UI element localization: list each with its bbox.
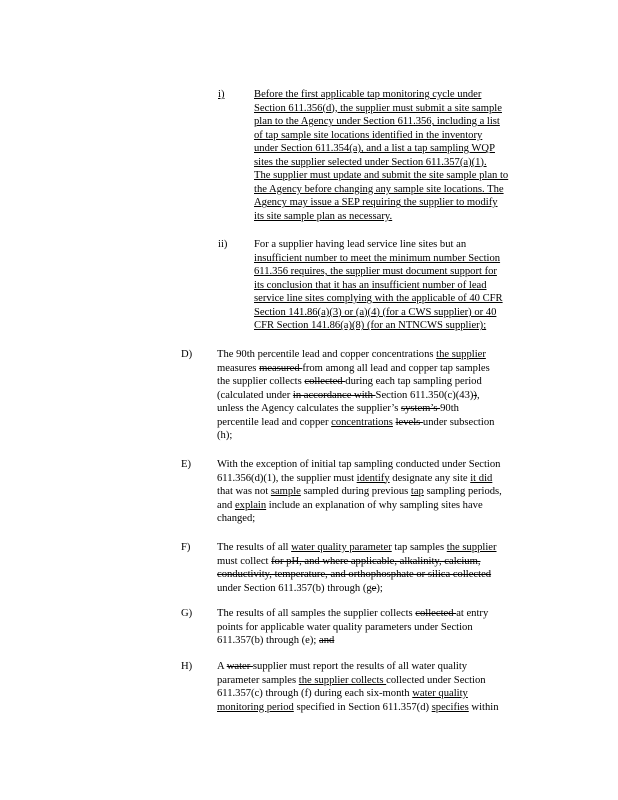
inserted-text: explain [234, 499, 267, 511]
inserted-text: water quality parameter [291, 542, 392, 553]
text-line [254, 183, 508, 197]
text-segment: (calculated under [217, 389, 293, 401]
item-label-i [218, 88, 224, 102]
text-line [254, 196, 508, 210]
deleted-text: measured [259, 362, 303, 374]
text-segment: from among all lead and copper tap samples [302, 362, 490, 374]
text-segment: under subsection [422, 416, 495, 428]
text-segment: The 90th percentile lead and copper concentrations [217, 349, 437, 360]
deleted-text: water [226, 661, 253, 672]
item-label-text: F) [181, 542, 191, 553]
text-line [254, 252, 503, 266]
text-line [217, 416, 494, 430]
text-line [254, 306, 503, 320]
text-segment: the supplier collects [217, 376, 305, 388]
text-line [217, 555, 497, 569]
text-line [217, 660, 499, 674]
text-line [254, 88, 508, 102]
text-line [217, 458, 502, 472]
inserted-text: The supplier must update and submit the site sample plan to [254, 170, 509, 182]
inserted-text: service line sites complying with the applicable of 40 CFR [254, 293, 503, 305]
text-segment: 90th [440, 403, 459, 415]
item-label-text: ii) [218, 239, 228, 250]
text-segment: designate any site [389, 472, 471, 484]
text-line [217, 607, 488, 621]
inserted-text: Before the first applicable tap monitoring cycle under [254, 89, 482, 100]
item-label-text: G) [181, 608, 193, 619]
text-line [217, 621, 488, 635]
text-segment: include an explanation of why sampling sites have [266, 499, 483, 511]
deleted-text: collected [415, 608, 457, 619]
item-label-g [181, 607, 192, 621]
inserted-text: the Agency before changing any sample site locations. The [254, 183, 504, 195]
text-line [217, 674, 499, 688]
paragraph-f [217, 541, 497, 595]
text-line [254, 292, 503, 306]
text-line [217, 701, 499, 715]
text-segment: points for applicable water quality parameters under Section [217, 621, 473, 633]
item-label-h [181, 660, 192, 674]
text-segment: unless the Agency calculates the supplier’s [217, 403, 401, 415]
text-line [254, 102, 508, 116]
inserted-text: water quality [412, 688, 468, 700]
text-line [217, 499, 502, 513]
item-label-e [181, 458, 191, 472]
paragraph-d [217, 348, 494, 443]
inserted-text: sites the supplier selected under Section 611.357(a)(1). [254, 156, 487, 168]
text-line [254, 265, 503, 279]
text-line [217, 485, 502, 499]
text-segment: at entry [456, 608, 489, 619]
inserted-text: g [366, 582, 372, 594]
inserted-text: the supplier collects [298, 674, 387, 686]
inserted-text: of tap sample site locations identified in the inventory [254, 129, 483, 141]
inserted-text: monitoring period [217, 701, 294, 713]
item-label-text: D) [181, 349, 193, 360]
text-line [254, 115, 508, 129]
text-line [254, 279, 503, 293]
text-segment: and [217, 499, 235, 511]
text-segment: A [217, 661, 227, 672]
deleted-text: collected [304, 376, 346, 388]
text-line [254, 238, 503, 252]
text-line [217, 512, 502, 526]
text-line [217, 568, 497, 582]
text-line [254, 129, 508, 143]
inserted-text: 611.356 requires, the supplier must document support for [254, 266, 497, 278]
item-label-text: E) [181, 459, 191, 470]
text-line [217, 362, 494, 376]
deleted-text: e [371, 582, 377, 594]
inserted-text: the supplier [436, 349, 486, 360]
paragraph-ii [254, 238, 503, 333]
text-line [217, 375, 494, 389]
text-segment: changed; [217, 513, 256, 525]
deleted-text: and [319, 635, 335, 647]
inserted-text: the supplier [446, 542, 497, 553]
text-segment: must collect [217, 555, 272, 567]
deleted-text: system’s [400, 403, 441, 415]
text-line [217, 402, 494, 416]
inserted-text: Section 611.356(d), the supplier must submit a site sample [254, 102, 502, 114]
inserted-text: its site sample plan as necessary. [254, 210, 393, 222]
text-segment: tap samples [391, 542, 447, 553]
text-line [217, 541, 497, 555]
text-segment: Section 611.350(c)(43) [375, 389, 474, 401]
text-segment: sampling periods, [423, 486, 502, 498]
text-segment: that was not [217, 486, 271, 498]
paragraph-h [217, 660, 499, 714]
text-line [217, 634, 488, 648]
text-line [254, 210, 508, 224]
inserted-text: insufficient number to meet the minimum number Section [254, 252, 501, 264]
deleted-text: for pH, and where applicable, alkalinity, calcium, [271, 555, 481, 567]
text-line [254, 156, 508, 170]
text-segment: ); [376, 582, 383, 594]
text-segment: With the exception of initial tap sampling conducted under Section [217, 459, 501, 470]
text-line [217, 582, 497, 596]
text-segment: within [468, 701, 499, 713]
inserted-text: its conclusion that it has an insufficient number of lead [254, 279, 487, 291]
text-segment: under Section 611.357(b) through ( [217, 582, 367, 594]
deleted-text: conductivity, temperature, and orthophosphate or silica collected [217, 569, 492, 581]
inserted-text: under Section 611.354(a), and a list a tap sampling WQP [254, 143, 495, 155]
text-segment: supplier must report the results of all water quality [252, 661, 468, 672]
inserted-text: it did [470, 472, 493, 484]
text-line [217, 687, 499, 701]
text-segment: (h); [217, 430, 233, 442]
text-segment: sampled during previous [300, 486, 411, 498]
text-line [217, 348, 494, 362]
text-line [217, 389, 494, 403]
deleted-text: levels [395, 416, 423, 428]
text-segment: parameter samples [217, 674, 299, 686]
text-segment: collected under Section [386, 674, 486, 686]
inserted-text: plan to the Agency under Section 611.356, including a list [254, 116, 500, 128]
inserted-text: concentrations [331, 416, 393, 428]
paragraph-i [254, 88, 508, 223]
inserted-text: tap [410, 486, 424, 498]
text-line [254, 169, 508, 183]
deleted-text: ) [473, 389, 477, 401]
text-segment: The results of all [217, 542, 292, 553]
item-label-d [181, 348, 192, 362]
text-segment: 611.356(d)(1), the supplier must [217, 472, 357, 484]
text-segment: specified in Section 611.357(d) [293, 701, 432, 713]
text-line [254, 142, 508, 156]
text-segment: 611.357(b) through (e); [217, 635, 319, 647]
inserted-text: Section 141.86(a)(3) or (a)(4) (for a CWS supplier) or 40 [254, 306, 497, 318]
text-segment: , [476, 389, 480, 401]
inserted-text: sample [270, 486, 301, 498]
item-label-text: i) [218, 89, 225, 100]
item-label-f [181, 541, 190, 555]
inserted-text: CFR Section 141.86(a)(8) (for an NTNCWS supplier); [254, 320, 487, 332]
text-segment: percentile lead and copper [217, 416, 332, 428]
deleted-text: in accordance with [292, 389, 376, 401]
text-segment: 611.357(c) through (f) during each six-month [217, 688, 413, 700]
text-segment: The results of all samples the supplier collects [217, 608, 416, 619]
text-segment: For a supplier having lead service line sites but an [254, 239, 467, 250]
inserted-text: specifies [431, 701, 469, 713]
text-line [217, 472, 502, 486]
inserted-text: Agency may issue a SEP requiring the supplier to modify [254, 197, 498, 209]
text-line [254, 319, 503, 333]
item-label-ii [218, 238, 227, 252]
inserted-text: identify [356, 472, 390, 484]
text-line [217, 429, 494, 443]
item-label-text: H) [181, 661, 193, 672]
text-segment: during each tap sampling period [345, 376, 482, 388]
text-segment: measures [217, 362, 260, 374]
paragraph-g [217, 607, 488, 648]
paragraph-e [217, 458, 502, 526]
